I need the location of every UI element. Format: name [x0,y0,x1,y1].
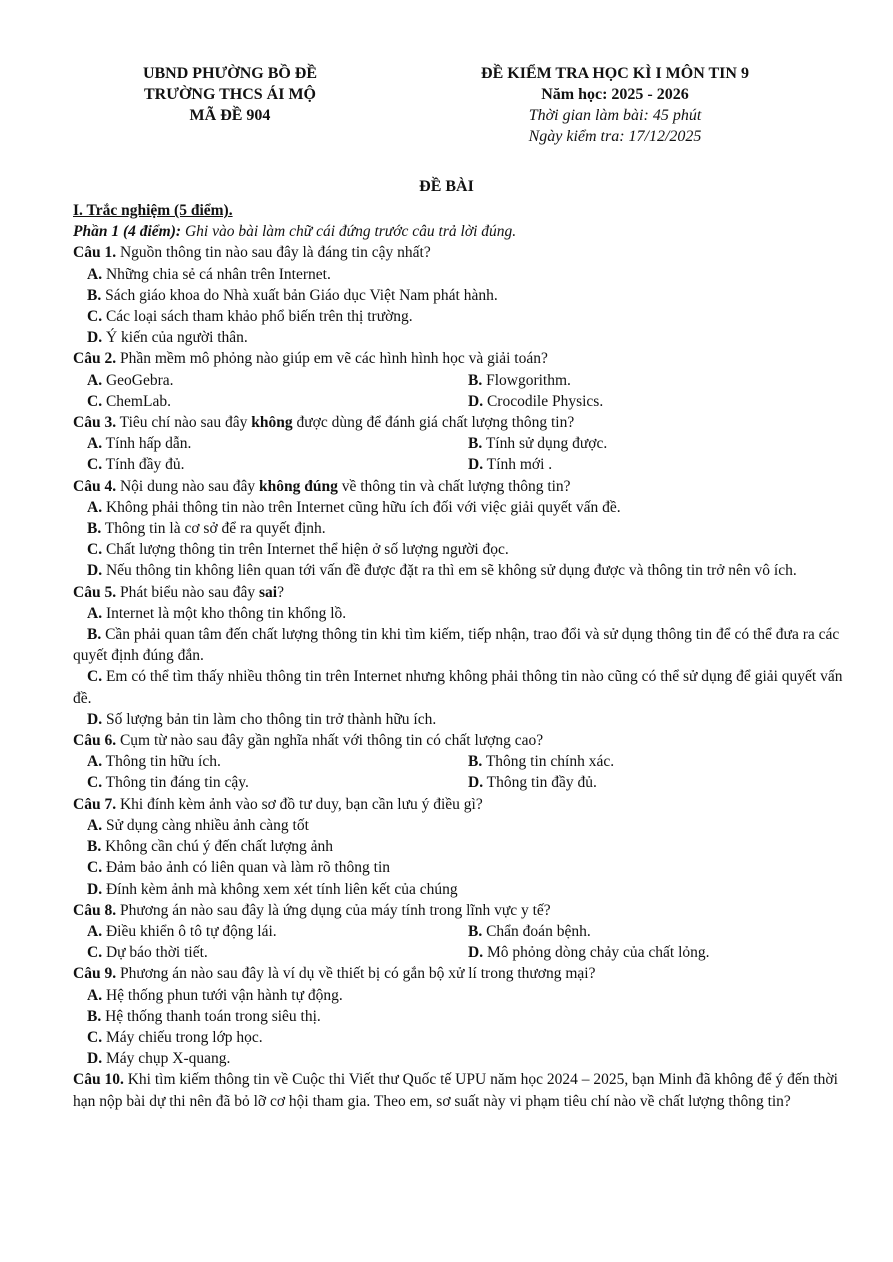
header-left [100,63,360,126]
q9-option-c: C. Máy chiếu trong lớp học. [87,1028,263,1046]
q6-option-a: A. Thông tin hữu ích. [87,753,221,771]
q3-option-a: A. Tính hấp dẫn. [87,435,192,453]
q6-option-c: C. Thông tin đáng tin cậy. [87,774,249,792]
exam-content [73,200,843,1112]
q8-option-a: A. Điều khiển ô tô tự động lái. [87,922,277,940]
q6-option-d: D. Thông tin đầy đủ. [468,774,597,792]
q5-option-d: D. Số lượng bản tin làm cho thông tin trở thành hữu ích. [87,710,437,728]
q8-option-c: C. Dự báo thời tiết. [87,944,208,962]
q2-options-cd [73,391,843,412]
exam-code: MÃ ĐỀ 904 [189,107,271,124]
q1-option-c: C. Các loại sách tham khảo phổ biến trên thị trường. [87,308,413,326]
q5-option-b: B. Cần phải quan tâm đến chất lượng thông tin khi tìm kiếm, tiếp nhận, trao đổi và sử dụng thông tin để có thể đưa ra các quyết định đúng đắn. [73,626,840,665]
q1-option-b: B. Sách giáo khoa do Nhà xuất bản Giáo dục Việt Nam phát hành. [87,286,498,304]
q3-options-ab [73,433,843,454]
exam-date: Ngày kiểm tra: 17/12/2025 [528,128,702,145]
q2-option-c: C. ChemLab. [87,392,171,410]
q5-option-c: C. Em có thể tìm thấy nhiều thông tin trên Internet nhưng không phải thông tin nào cũng có thể sử dụng để giải quyết vấn đề. [73,668,843,707]
question-7: Câu 7. Khi đính kèm ảnh vào sơ đồ tư duy, bạn cần lưu ý điều gì? [73,795,483,813]
question-3: Câu 3. Tiêu chí nào sau đây không được dùng để đánh giá chất lượng thông tin? [73,414,575,432]
q9-option-b: B. Hệ thống thanh toán trong siêu thị. [87,1007,321,1025]
q6-options-ab [73,751,843,772]
school-name: TRƯỜNG THCS ÁI MỘ [143,86,316,103]
q4-option-c: C. Chất lượng thông tin trên Internet thể hiện ở số lượng người đọc. [87,541,509,559]
header-right [430,63,800,147]
part-instruction: Phần 1 (4 điểm): Ghi vào bài làm chữ cái đứng trước câu trả lời đúng. [73,223,517,241]
q2-option-a: A. GeoGebra. [87,371,174,389]
q3-option-c: C. Tính đầy đủ. [87,456,185,474]
duration: Thời gian làm bài: 45 phút [528,107,702,124]
q6-option-b: B. Thông tin chính xác. [468,753,615,771]
q8-option-d: D. Mô phỏng dòng chảy của chất lỏng. [468,944,710,962]
q2-option-d: D. Crocodile Physics. [468,392,604,410]
q8-option-b: B. Chẩn đoán bệnh. [468,922,591,940]
q3-option-b: B. Tính sử dụng được. [468,435,608,453]
page-title: ĐỀ BÀI [419,178,474,195]
q8-options-cd [73,942,843,963]
question-5: Câu 5. Phát biểu nào sau đây sai? [73,583,284,601]
q4-option-b: B. Thông tin là cơ sở để ra quyết định. [87,520,326,538]
ward-name: UBND PHƯỜNG BỒ ĐỀ [142,65,318,82]
q9-option-d: D. Máy chụp X-quang. [87,1050,231,1068]
question-4: Câu 4. Nội dung nào sau đây không đúng về thông tin và chất lượng thông tin? [73,477,571,495]
q1-option-d: D. Ý kiến của người thân. [87,329,248,347]
q7-option-d: D. Đính kèm ảnh mà không xem xét tính liên kết của chúng [87,880,458,898]
q5-option-a: A. Internet là một kho thông tin khổng lồ. [87,604,347,622]
q7-option-b: B. Không cần chú ý đến chất lượng ảnh [87,838,334,856]
question-6: Câu 6. Cụm từ nào sau đây gần nghĩa nhất với thông tin có chất lượng cao? [73,732,544,750]
q8-options-ab [73,921,843,942]
school-year: Năm học: 2025 - 2026 [541,86,689,103]
question-8: Câu 8. Phương án nào sau đây là ứng dụng của máy tính trong lĩnh vực y tế? [73,901,551,919]
section-heading: I. Trắc nghiệm (5 điểm). [73,202,233,219]
question-10: Câu 10. Khi tìm kiếm thông tin về Cuộc thi Viết thư Quốc tế UPU năm học 2024 – 2025, bạn Minh đã không để ý đến thời hạn nộp bài dự thi nên đã bỏ lỡ cơ hội tham gia. Theo em, sơ suất này vi phạm tiêu chí nào về chất lượng thông tin? [73,1071,838,1110]
q2-options-ab [73,370,843,391]
q2-option-b: B. Flowgorithm. [468,371,571,389]
q4-option-d: D. Nếu thông tin không liên quan tới vấn đề được đặt ra thì em sẽ không sử dụng được và thông tin trở nên vô ích. [87,562,797,580]
q3-option-d: D. Tính mới . [468,456,553,474]
q6-options-cd [73,772,843,793]
q4-option-a: A. Không phải thông tin nào trên Internet cũng hữu ích đối với việc giải quyết vấn đề. [87,498,621,516]
q3-options-cd [73,454,843,475]
question-9: Câu 9. Phương án nào sau đây là ví dụ về thiết bị có gắn bộ xử lí trong thương mại? [73,965,596,983]
q7-option-c: C. Đảm bảo ảnh có liên quan và làm rõ thông tin [87,859,391,877]
q9-option-a: A. Hệ thống phun tưới vận hành tự động. [87,986,343,1004]
q1-option-a: A. Những chia sẻ cá nhân trên Internet. [87,265,331,283]
exam-title: ĐỀ KIỂM TRA HỌC KÌ I MÔN TIN 9 [481,65,749,82]
q7-option-a: A. Sử dụng càng nhiều ảnh càng tốt [87,816,309,834]
question-1: Câu 1. Nguồn thông tin nào sau đây là đáng tin cậy nhất? [73,244,431,262]
question-2: Câu 2. Phần mềm mô phỏng nào giúp em vẽ các hình hình học và giải toán? [73,350,548,368]
